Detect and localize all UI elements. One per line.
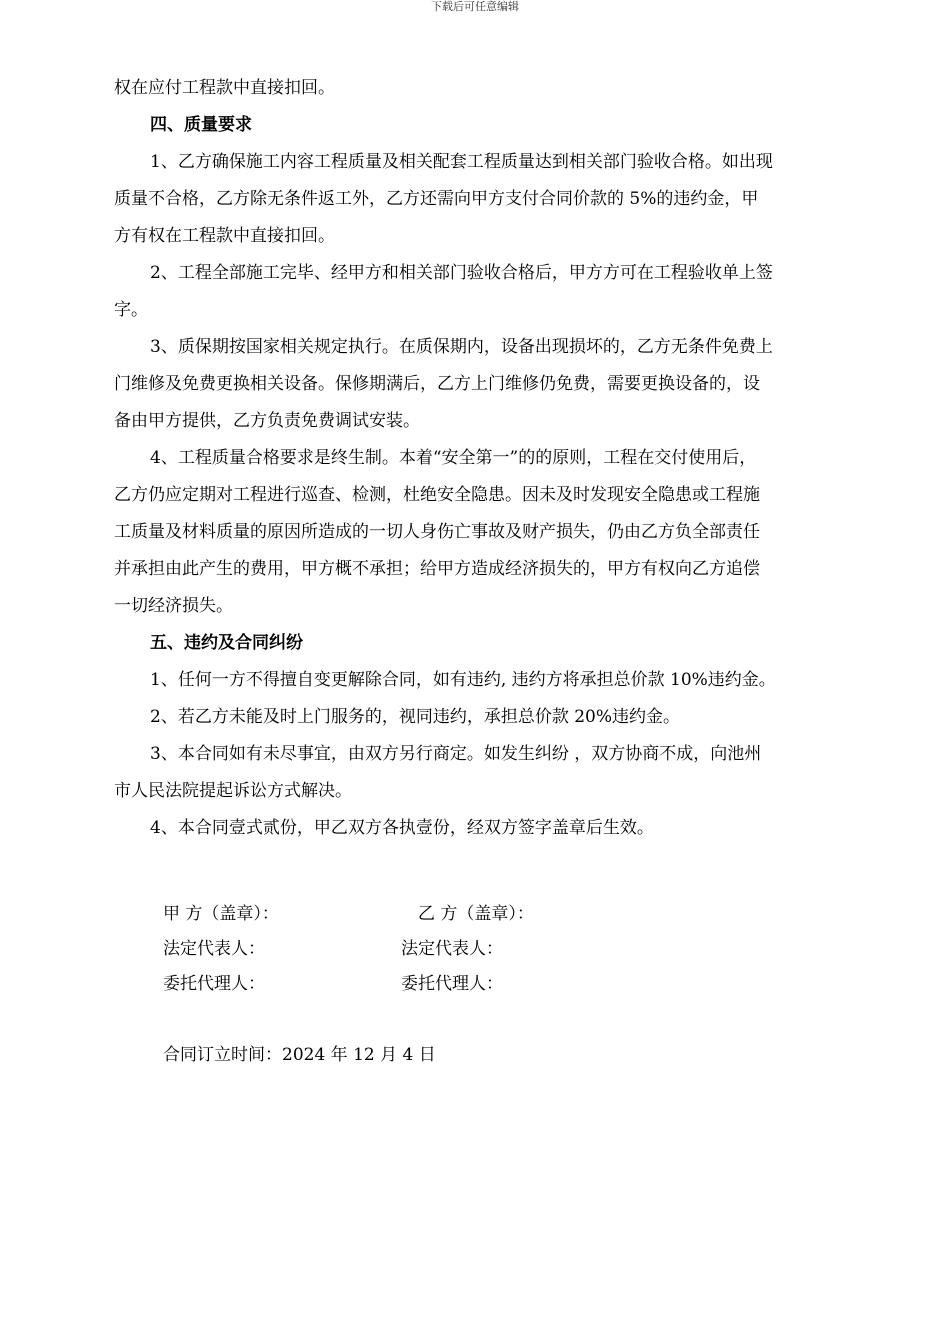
body-line: 质量不合格，乙方除无条件返工外，乙方还需向甲方支付合同价款的 5%的违约金，甲 [114, 189, 759, 209]
body-line: 市人民法院提起诉讼方式解决。 [114, 781, 352, 801]
body-line: 并承担由此产生的费用，甲方概不承担；给甲方造成经济损失的，甲方有权向乙方追偿 [114, 559, 760, 579]
body-line: 乙方仍应定期对工程进行巡查、检测，杜绝安全隐患。因未及时发现安全隐患或工程施 [114, 485, 760, 505]
body-line: 3、本合同如有未尽事宜，由双方另行商定。如发生纠纷 ，双方协商不成，向池州 [150, 744, 762, 764]
body-line: 权在应付工程款中直接扣回。 [114, 78, 335, 98]
body-line: 2、工程全部施工完毕、经甲方和相关部门验收合格后，甲方方可在工程验收单上签 [150, 263, 773, 283]
party-b-representative-label: 法定代表人： [401, 939, 503, 959]
party-a-agent-label: 委托代理人： [163, 974, 265, 994]
body-line: 4、工程质量合格要求是终生制。本着“安全第一”的的原则，工程在交付使用后， [150, 448, 757, 468]
body-line: 一切经济损失。 [114, 596, 233, 616]
party-a-representative-label: 法定代表人： [163, 939, 265, 959]
body-line: 工质量及材料质量的原因所造成的一切人身伤亡事故及财产损失，仍由乙方负全部责任 [114, 522, 760, 542]
body-line: 1、任何一方不得擅自变更解除合同，如有违约, 违约方将承担总价款 10%违约金。 [150, 670, 776, 690]
body-line: 3、质保期按国家相关规定执行。在质保期内，设备出现损坏的，乙方无条件免费上 [150, 337, 773, 357]
contract-date: 合同订立时间：2024 年 12 月 4 日 [163, 1045, 436, 1065]
body-line: 1、乙方确保施工内容工程质量及相关配套工程质量达到相关部门验收合格。如出现 [150, 152, 773, 172]
party-b-agent-label: 委托代理人： [401, 974, 503, 994]
contract-body [114, 70, 864, 847]
party-b-seal-label: 乙 方（盖章）： [418, 904, 534, 924]
party-a-seal-label: 甲 方（盖章）： [163, 904, 279, 924]
body-line: 方有权在工程款中直接扣回。 [114, 226, 335, 246]
body-line: 字。 [114, 300, 148, 320]
body-line: 门维修及免费更换相关设备。保修期满后，乙方上门维修仍免费，需要更换设备的，设 [114, 374, 760, 394]
page-header: 下载后可任意编辑 [431, 0, 519, 13]
body-line: 备由甲方提供，乙方负责免费调试安装。 [114, 411, 420, 431]
section-heading-quality: 四、质量要求 [150, 115, 252, 135]
section-heading-breach: 五、违约及合同纠纷 [150, 633, 303, 653]
body-line: 4、本合同壹式贰份，甲乙双方各执壹份，经双方签字盖章后生效。 [150, 818, 654, 838]
body-line: 2、若乙方未能及时上门服务的，视同违约，承担总价款 20%违约金。 [150, 707, 681, 727]
